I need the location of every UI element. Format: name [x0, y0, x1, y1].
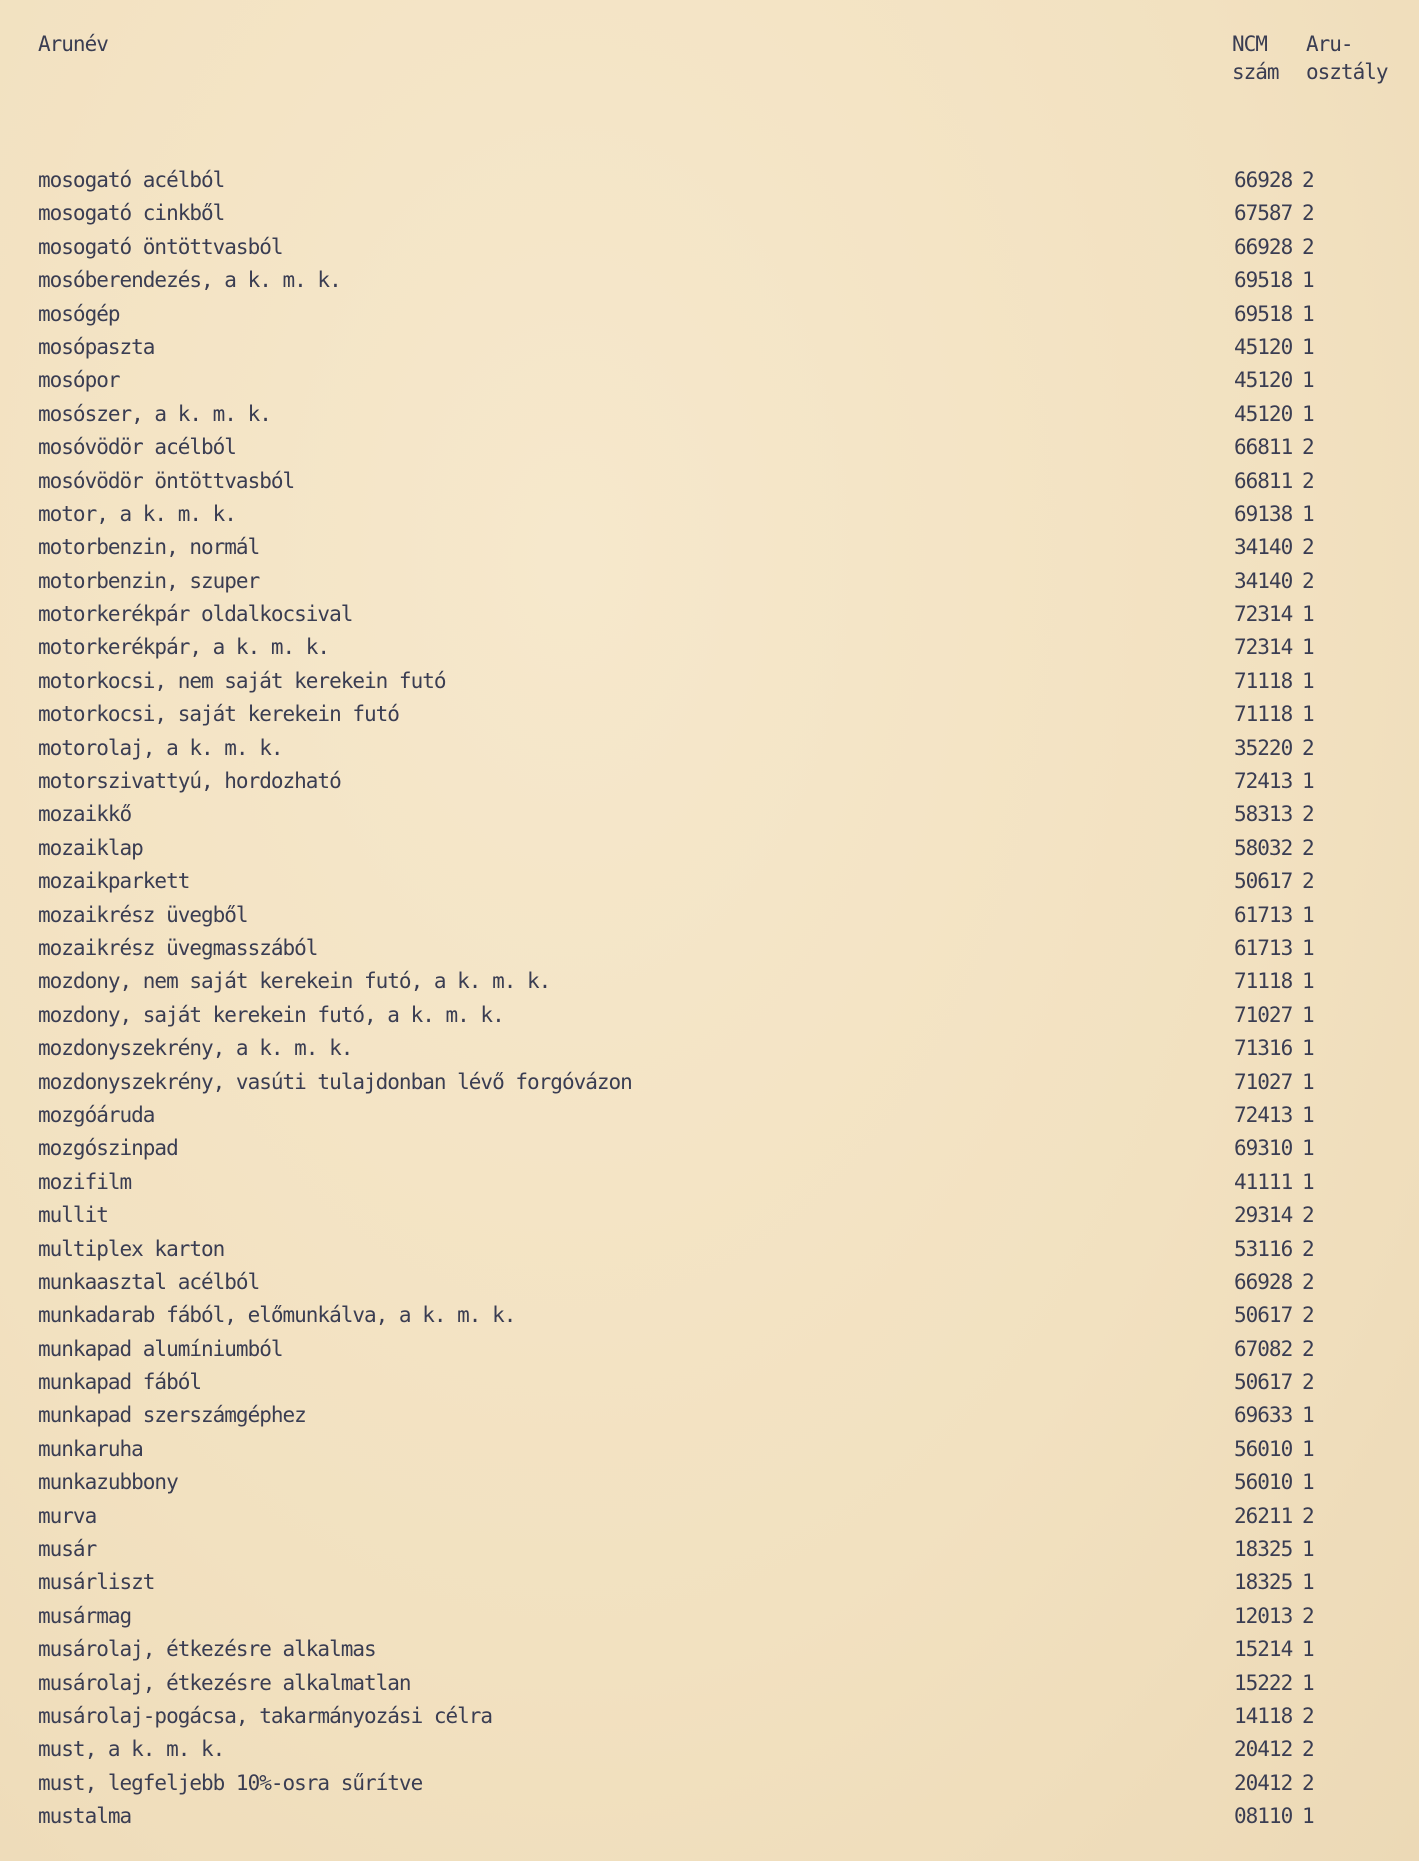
table-row: [0, 498, 1419, 531]
column-header-ncm-line1: NCM: [1232, 32, 1267, 56]
item-class: 2: [1302, 869, 1314, 894]
table-row: [0, 765, 1419, 798]
table-row: [0, 465, 1419, 498]
ncm-number: 08110: [1234, 1804, 1293, 1829]
item-class: 1: [1302, 1537, 1314, 1562]
item-name: mozgóáruda: [38, 1102, 155, 1127]
ncm-number: 69310: [1234, 1136, 1293, 1161]
table-row: [0, 1233, 1419, 1266]
ncm-number: 15222: [1234, 1670, 1293, 1695]
column-header-class: [1306, 30, 1388, 86]
table-row: [0, 1399, 1419, 1432]
table-row: [0, 631, 1419, 664]
item-class: 2: [1302, 1236, 1314, 1261]
item-name: mosógép: [38, 301, 120, 326]
item-class: 2: [1302, 1503, 1314, 1528]
item-name: musármag: [38, 1603, 132, 1628]
item-name: motorkocsi, nem saját kerekein futó: [38, 668, 446, 693]
table-row: [0, 331, 1419, 364]
column-header-ncm: [1232, 30, 1279, 86]
item-name: munkapad szerszámgéphez: [38, 1403, 306, 1428]
table-row: [0, 1667, 1419, 1700]
table-row: [0, 932, 1419, 965]
column-header-class-line2: osztály: [1306, 60, 1388, 84]
ncm-number: 12013: [1234, 1603, 1293, 1628]
ncm-number: 66811: [1234, 468, 1293, 493]
item-name: mosószer, a k. m. k.: [38, 401, 271, 426]
item-name: motorbenzin, normál: [38, 535, 260, 560]
item-name: must, legfeljebb 10%-osra sűrítve: [38, 1770, 423, 1795]
item-class: 1: [1302, 334, 1314, 359]
item-class: 2: [1302, 1703, 1314, 1728]
item-class: 1: [1302, 501, 1314, 526]
table-row: [0, 999, 1419, 1032]
ncm-number: 58313: [1234, 802, 1293, 827]
item-name: mozdony, nem saját kerekein futó, a k. m. k.: [38, 969, 551, 994]
table-row: [0, 1733, 1419, 1766]
table-row: [0, 1132, 1419, 1165]
table-row: [0, 1099, 1419, 1132]
item-class: 1: [1302, 1403, 1314, 1428]
ncm-number: 71118: [1234, 668, 1293, 693]
item-class: 2: [1302, 468, 1314, 493]
table-row: [0, 1366, 1419, 1399]
table-row: [0, 1032, 1419, 1065]
item-class: 1: [1302, 635, 1314, 660]
ncm-number: 34140: [1234, 568, 1293, 593]
table-row: [0, 1166, 1419, 1199]
item-class: 1: [1302, 1637, 1314, 1662]
table-row: [0, 598, 1419, 631]
table-row: [0, 1433, 1419, 1466]
ncm-number: 58032: [1234, 835, 1293, 860]
item-class: 1: [1302, 401, 1314, 426]
item-name: motorkerékpár oldalkocsival: [38, 602, 353, 627]
item-class: 2: [1302, 835, 1314, 860]
item-name: musárolaj, étkezésre alkalmas: [38, 1637, 376, 1662]
ncm-number: 34140: [1234, 535, 1293, 560]
table-row: [0, 1199, 1419, 1232]
item-class: 1: [1302, 301, 1314, 326]
ncm-number: 15214: [1234, 1637, 1293, 1662]
ncm-number: 72314: [1234, 602, 1293, 627]
ncm-number: 67587: [1234, 201, 1293, 226]
item-name: musár: [38, 1537, 97, 1562]
item-class: 1: [1302, 769, 1314, 794]
table-row: [0, 965, 1419, 998]
item-list: [0, 164, 1419, 1834]
item-name: munkaasztal acélból: [38, 1269, 260, 1294]
item-name: mullit: [38, 1203, 108, 1228]
table-row: [0, 899, 1419, 932]
item-class: 1: [1302, 1470, 1314, 1495]
table-row: [0, 865, 1419, 898]
item-class: 2: [1302, 1269, 1314, 1294]
item-class: 1: [1302, 1169, 1314, 1194]
ncm-number: 69518: [1234, 268, 1293, 293]
ncm-number: 45120: [1234, 368, 1293, 393]
ncm-number: 41111: [1234, 1169, 1293, 1194]
item-name: mosogató cinkből: [38, 201, 225, 226]
item-class: 1: [1302, 1670, 1314, 1695]
item-name: mosóberendezés, a k. m. k.: [38, 268, 341, 293]
ncm-number: 71316: [1234, 1036, 1293, 1061]
item-class: 2: [1302, 1770, 1314, 1795]
item-class: 1: [1302, 602, 1314, 627]
item-name: musárolaj-pogácsa, takarmányozási célra: [38, 1703, 493, 1728]
item-name: mosóvödör acélból: [38, 435, 236, 460]
item-class: 2: [1302, 535, 1314, 560]
item-name: mustalma: [38, 1804, 132, 1829]
ncm-number: 50617: [1234, 869, 1293, 894]
table-row: [0, 164, 1419, 197]
table-row: [0, 1500, 1419, 1533]
item-name: mosópaszta: [38, 334, 155, 359]
item-class: 2: [1302, 1737, 1314, 1762]
item-name: mozdonyszekrény, a k. m. k.: [38, 1036, 353, 1061]
item-class: 1: [1302, 1804, 1314, 1829]
table-row: [0, 1533, 1419, 1566]
item-name: mozaikparkett: [38, 869, 190, 894]
item-class: 2: [1302, 435, 1314, 460]
item-class: 2: [1302, 1303, 1314, 1328]
item-class: 1: [1302, 1136, 1314, 1161]
ncm-number: 71118: [1234, 702, 1293, 727]
ncm-number: 66928: [1234, 234, 1293, 259]
ncm-number: 69518: [1234, 301, 1293, 326]
item-name: motorkerékpár, a k. m. k.: [38, 635, 330, 660]
item-class: 2: [1302, 1203, 1314, 1228]
ncm-number: 14118: [1234, 1703, 1293, 1728]
ncm-number: 72314: [1234, 635, 1293, 660]
item-name: mosópor: [38, 368, 120, 393]
item-name: mozdony, saját kerekein futó, a k. m. k.: [38, 1002, 504, 1027]
ncm-number: 18325: [1234, 1537, 1293, 1562]
item-name: munkadarab fából, előmunkálva, a k. m. k.: [38, 1303, 516, 1328]
item-name: motorbenzin, szuper: [38, 568, 260, 593]
table-row: [0, 1633, 1419, 1666]
table-row: [0, 531, 1419, 564]
item-class: 2: [1302, 802, 1314, 827]
ncm-number: 71118: [1234, 969, 1293, 994]
table-row: [0, 565, 1419, 598]
item-class: 1: [1302, 702, 1314, 727]
item-class: 1: [1302, 1102, 1314, 1127]
ncm-number: 45120: [1234, 401, 1293, 426]
item-class: 2: [1302, 168, 1314, 192]
item-name: mosogató öntöttvasból: [38, 234, 283, 259]
ncm-number: 56010: [1234, 1436, 1293, 1461]
table-row: [0, 1800, 1419, 1833]
item-name: munkapad alumíniumból: [38, 1336, 283, 1361]
item-class: 2: [1302, 735, 1314, 760]
item-class: 1: [1302, 268, 1314, 293]
table-row: [0, 364, 1419, 397]
item-class: 2: [1302, 201, 1314, 226]
table-row: [0, 1066, 1419, 1099]
ncm-number: 69633: [1234, 1403, 1293, 1428]
table-row: [0, 1466, 1419, 1499]
item-class: 1: [1302, 1036, 1314, 1061]
item-name: mozifilm: [38, 1169, 132, 1194]
item-class: 1: [1302, 1436, 1314, 1461]
item-class: 2: [1302, 568, 1314, 593]
item-name: munkaruha: [38, 1436, 143, 1461]
ncm-number: 50617: [1234, 1370, 1293, 1395]
item-class: 1: [1302, 902, 1314, 927]
table-row: [0, 1299, 1419, 1332]
table-row: [0, 698, 1419, 731]
ncm-number: 20412: [1234, 1770, 1293, 1795]
table-row: [0, 1767, 1419, 1800]
column-header-class-line1: Aru-: [1306, 32, 1353, 56]
item-class: 1: [1302, 1002, 1314, 1027]
item-name: motorolaj, a k. m. k.: [38, 735, 283, 760]
item-class: 2: [1302, 1370, 1314, 1395]
item-name: mozdonyszekrény, vasúti tulajdonban lévő forgóvázon: [38, 1069, 632, 1094]
column-header-ncm-line2: szám: [1232, 60, 1279, 84]
item-class: 1: [1302, 969, 1314, 994]
item-name: mozaikrész üvegmasszából: [38, 935, 318, 960]
ncm-number: 26211: [1234, 1503, 1293, 1528]
table-row: [0, 732, 1419, 765]
ncm-number: 71027: [1234, 1069, 1293, 1094]
item-name: mozaikkő: [38, 802, 132, 827]
ncm-number: 61713: [1234, 935, 1293, 960]
ncm-number: 66811: [1234, 435, 1293, 460]
item-class: 1: [1302, 668, 1314, 693]
table-row: [0, 1700, 1419, 1733]
item-name: motor, a k. m. k.: [38, 501, 236, 526]
ncm-number: 72413: [1234, 769, 1293, 794]
item-name: musárliszt: [38, 1570, 155, 1595]
ncm-number: 56010: [1234, 1470, 1293, 1495]
item-class: 2: [1302, 1336, 1314, 1361]
ncm-number: 29314: [1234, 1203, 1293, 1228]
ncm-number: 18325: [1234, 1570, 1293, 1595]
item-name: munkapad fából: [38, 1370, 202, 1395]
ncm-number: 67082: [1234, 1336, 1293, 1361]
item-class: 1: [1302, 1570, 1314, 1595]
ncm-number: 61713: [1234, 902, 1293, 927]
table-row: [0, 798, 1419, 831]
item-class: 1: [1302, 368, 1314, 393]
ncm-number: 66928: [1234, 1269, 1293, 1294]
ncm-number: 35220: [1234, 735, 1293, 760]
table-row: [0, 832, 1419, 865]
ncm-number: 71027: [1234, 1002, 1293, 1027]
ncm-number: 53116: [1234, 1236, 1293, 1261]
table-row: [0, 298, 1419, 331]
item-name: multiplex karton: [38, 1236, 225, 1261]
ncm-number: 50617: [1234, 1303, 1293, 1328]
ncm-number: 72413: [1234, 1102, 1293, 1127]
table-row: [0, 431, 1419, 464]
item-name: motorszivattyú, hordozható: [38, 769, 341, 794]
item-name: mosóvödör öntöttvasból: [38, 468, 295, 493]
table-row: [0, 1566, 1419, 1599]
item-name: mozgószinpad: [38, 1136, 178, 1161]
item-name: motorkocsi, saját kerekein futó: [38, 702, 399, 727]
ncm-number: 69138: [1234, 501, 1293, 526]
item-name: mozaiklap: [38, 835, 143, 860]
item-name: mozaikrész üvegből: [38, 902, 248, 927]
ncm-number: 66928: [1234, 168, 1293, 192]
item-class: 2: [1302, 1603, 1314, 1628]
table-row: [0, 1333, 1419, 1366]
item-name: mosogató acélból: [38, 168, 225, 192]
ncm-number: 45120: [1234, 334, 1293, 359]
table-row: [0, 264, 1419, 297]
item-name: munkazubbony: [38, 1470, 178, 1495]
table-row: [0, 1266, 1419, 1299]
table-row: [0, 197, 1419, 230]
item-name: must, a k. m. k.: [38, 1737, 225, 1762]
table-row: [0, 1600, 1419, 1633]
item-name: murva: [38, 1503, 97, 1528]
ncm-number: 20412: [1234, 1737, 1293, 1762]
item-class: 2: [1302, 234, 1314, 259]
table-row: [0, 398, 1419, 431]
item-class: 1: [1302, 935, 1314, 960]
column-header-name: Arunév: [38, 32, 108, 56]
table-row: [0, 231, 1419, 264]
item-name: musárolaj, étkezésre alkalmatlan: [38, 1670, 411, 1695]
item-class: 1: [1302, 1069, 1314, 1094]
table-row: [0, 665, 1419, 698]
